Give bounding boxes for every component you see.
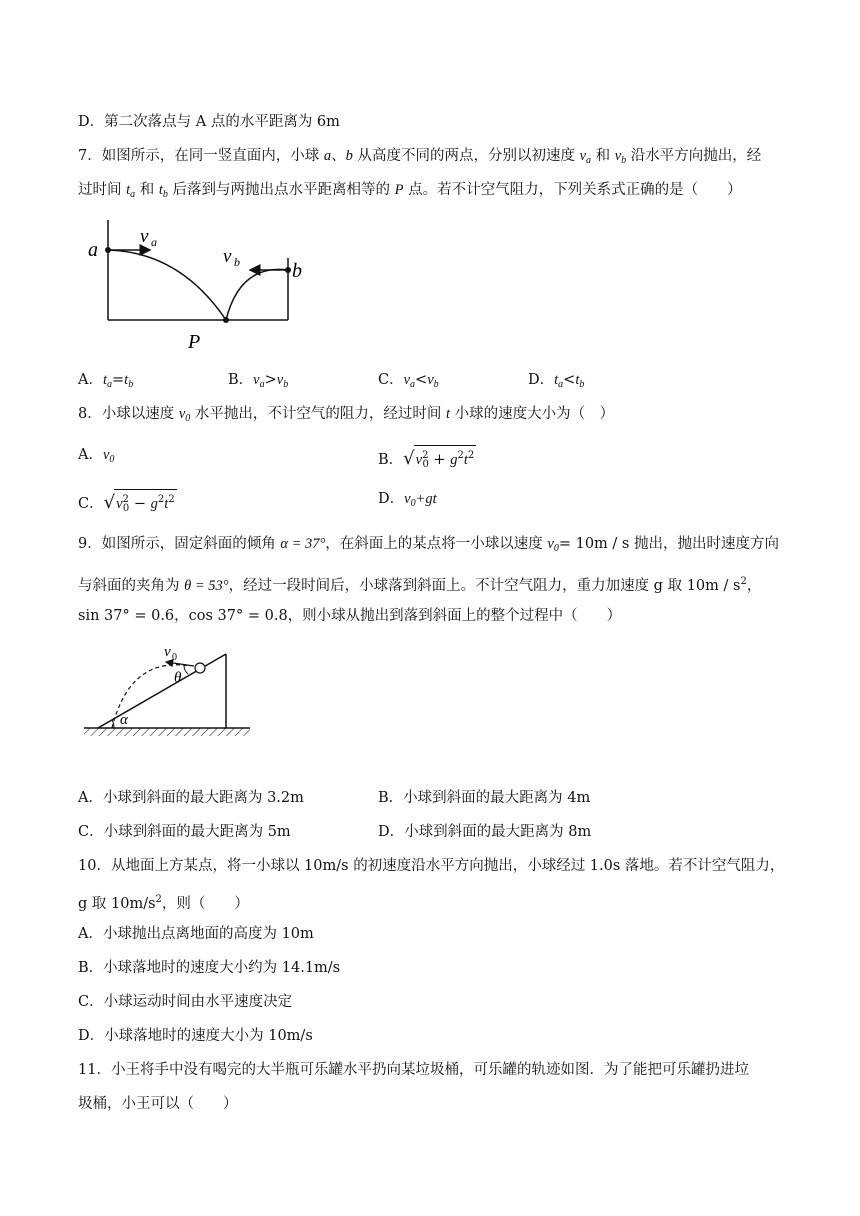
q9-option-d[interactable]: D．小球到斜面的最大距离为 8m [378,824,592,840]
q8-option-a[interactable]: A．$v_0$ [78,447,115,465]
q9-stem-line2: 与斜面的夹角为 θ = 53°，经过一段时间后，小球落到斜面上。不计空气阻力，重力加速度 g 取 $10m / s^2$， [78,576,762,594]
q10-option-a[interactable]: A．小球抛出点离地面的高度为 10m [78,926,314,942]
q9-stem-line1: 9．如图所示，固定斜面的倾角 α = 37°，在斜面上的某点将一小球以速度 $v_0= 10m / s$ 抛出，抛出时速度方向 [78,536,779,554]
q10-option-b[interactable]: B．小球落地时的速度大小约为 14.1m/s [78,960,341,976]
q9-option-b[interactable]: B．小球到斜面的最大距离为 4m [378,790,591,806]
svg-text:0: 0 [172,652,177,663]
q9-label-v0: v [164,644,171,660]
q7-option-d[interactable]: D．$t_a<t_b$ [528,372,585,390]
q7-option-a[interactable]: A．$t_a=t_b$ [78,372,134,390]
q7-label-vb: v [223,246,232,267]
q11-stem-line2: 圾桶，小王可以（ ） [78,1096,238,1112]
q9-label-theta: θ [174,670,182,686]
svg-text:b: b [234,255,240,269]
q9-label-alpha: α [120,712,128,728]
q8-option-d[interactable]: D．$v_0+gt$ [378,491,437,509]
q10-stem-line2: g 取 $10m/s^2$，则（ ） [78,894,249,912]
q7-label-p: P [188,331,201,352]
q7-option-c[interactable]: C．$v_a<v_b$ [378,372,439,390]
q7-stem-line1: 7．如图所示，在同一竖直面内，小球 a、b 从高度不同的两点，分别以初速度 $v_a$ 和 $v_b$ 沿水平方向抛出，经 [78,148,762,166]
q8-stem: 8．小球以速度 $v_0$ 水平抛出，不计空气的阻力，经过时间 t 小球的速度大小为（ ） [78,406,615,424]
q7-label-va: v [140,226,149,247]
q10-stem-line1: 10．从地面上方某点，将一小球以 10m/s 的初速度沿水平方向抛出，小球经过 1.0s 落地。若不计空气阻力， [78,858,785,874]
q8-option-b[interactable]: B．$√v^2_0 + g^2t^2$ [378,445,476,475]
svg-text:a: a [151,235,157,249]
q7-label-a: a [88,239,98,261]
q9-stem-line3: sin 37° = 0.6，cos 37° = 0.8，则小球从抛出到落到斜面上的整个过程中（ ） [78,608,622,624]
q7-figure [80,212,320,352]
q10-option-d[interactable]: D．小球落地时的速度大小为 10m/s [78,1028,313,1044]
q9-option-a[interactable]: A．小球到斜面的最大距离为 3.2m [78,790,304,806]
q7-option-b[interactable]: B．$v_a>v_b$ [228,372,289,390]
q9-option-c[interactable]: C．小球到斜面的最大距离为 5m [78,824,291,840]
q10-option-c[interactable]: C．小球运动时间由水平速度决定 [78,994,293,1010]
q7-label-b: b [292,260,302,282]
q6-option-d: D．第二次落点与 A 点的水平距离为 6m [78,114,340,130]
q7-stem-line2: 过时间 $t_a$ 和 $t_b$ 后落到与两抛出点水平距离相等的 P 点。若不计空气阻力，下列关系式正确的是（ ） [78,182,742,200]
q11-stem-line1: 11．小王将手中没有喝完的大半瓶可乐罐水平扔向某垃圾桶，可乐罐的轨迹如图．为了能把可乐罐扔进垃 [78,1062,749,1078]
q9-figure [80,636,260,746]
q8-option-c[interactable]: C．$√v^2_0 - g^2t^2$ [78,489,177,519]
